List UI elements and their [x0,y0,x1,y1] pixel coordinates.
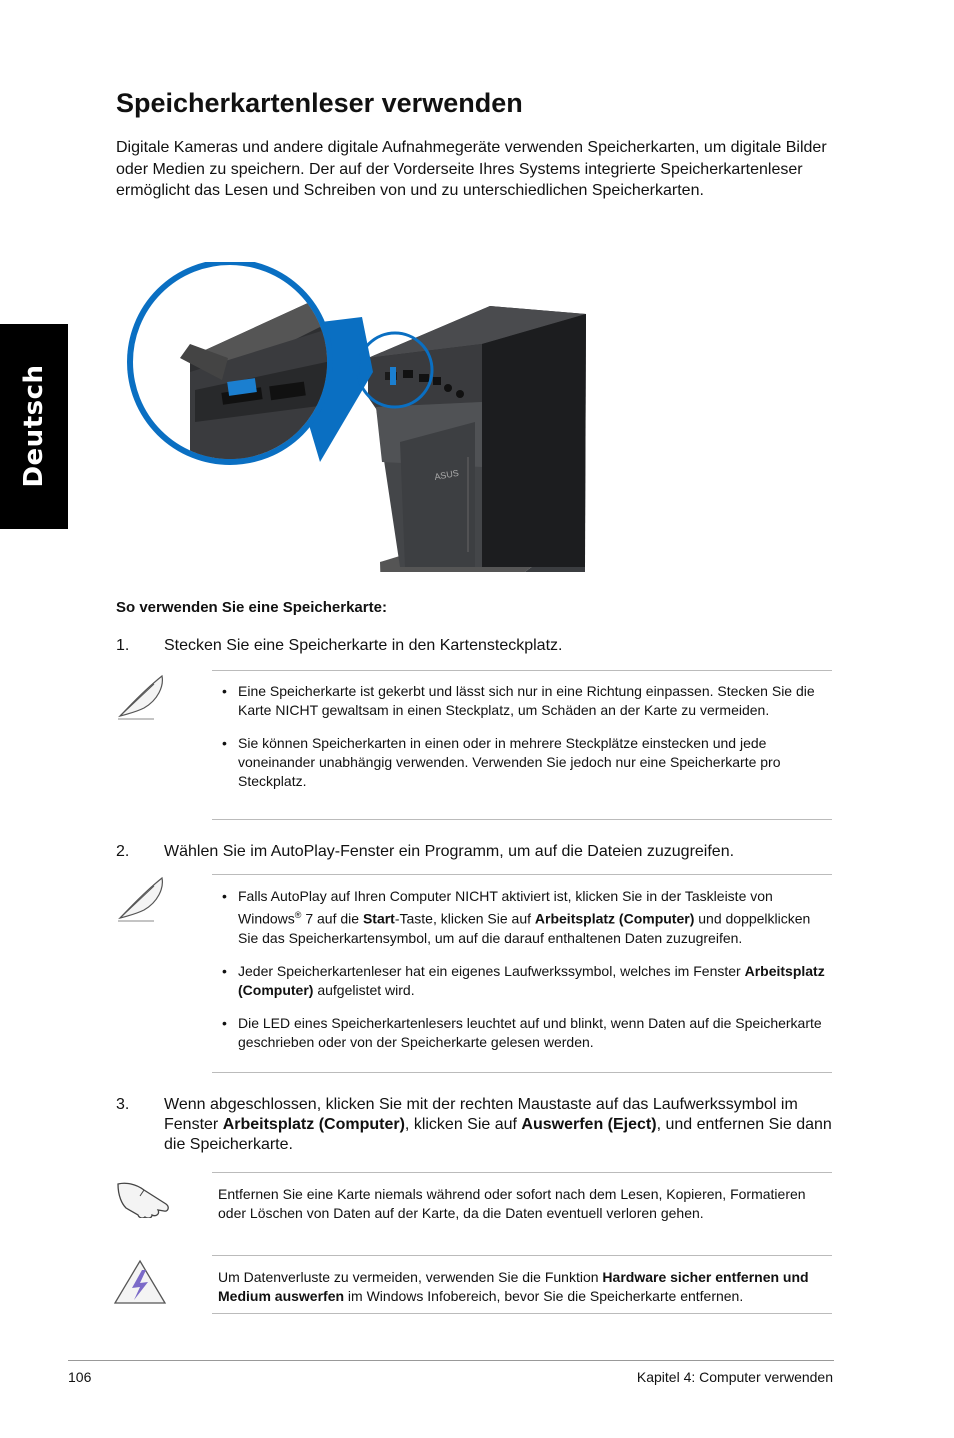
note-2-bottom-rule [212,1072,832,1073]
note-1-bullet: • Sie können Speicherkarten in einen oder in mehrere Steckplätze einstecken und jede voneinander unabhängig verwenden. Verwenden Sie jedoch nur eine Speicherkarte pro Steckplatz. [216,734,828,791]
warning-lightning-icon [112,1258,168,1306]
note-2-bullet: • Jeder Speicherkartenleser hat ein eigenes Laufwerkssymbol, welches im Fenster Arbeitsplatz (Computer) aufgelistet wird. [216,962,828,1000]
note-2 [216,887,828,1052]
caution-bottom-rule [212,1255,832,1256]
caution-top-rule [212,1172,832,1173]
warning-text: Um Datenverluste zu vermeiden, verwenden Sie die Funktion Hardware sicher entfernen und Medium auswerfen im Windows Infobereich, bevor Sie die Speicherkarte entfernen. [218,1269,809,1304]
footer-rule [68,1360,834,1361]
step-number: 3. [116,1096,130,1113]
note-1-bullet: • Eine Speicherkarte ist gekerbt und lässt sich nur in eine Richtung einpassen. Stecken Sie die Karte NICHT gewaltsam in einen Steckplatz, um Schäden an der Karte zu vermeiden. [216,682,828,720]
caution-note [216,1185,828,1223]
tower-figure [110,262,610,572]
feather-note-icon [114,672,170,722]
caution-text: Entfernen Sie eine Karte niemals während oder sofort nach dem Lesen, Kopieren, Formatieren oder Löschen von Daten auf der Karte, da die Daten eventuell verloren gehen. [218,1186,806,1221]
instructions-heading: So verwenden Sie eine Speicherkarte: [116,599,387,616]
note-1-bottom-rule [212,819,832,820]
side-language-tab [0,324,68,529]
warning-bottom-rule [212,1313,832,1314]
caution-hand-icon [114,1174,174,1218]
step-number: 1. [116,637,130,654]
feather-note-icon [114,874,170,924]
step-text: Wenn abgeschlossen, klicken Sie mit der rechten Maustaste auf das Laufwerkssymbol im Fenster Arbeitsplatz (Computer), klicken Sie auf Auswerfen (Eject), und entfernen Sie dann die Speicherkarte. [164,1096,832,1153]
note-1 [216,682,828,791]
step-number: 2. [116,843,130,860]
step-text: Wählen Sie im AutoPlay-Fenster ein Programm, um auf die Dateien zuzugreifen. [164,843,735,860]
tower-body [368,306,586,572]
note-1-top-rule [212,670,832,671]
warning-note [216,1268,828,1306]
note-2-bullet: • Die LED eines Speicherkartenlesers leuchtet auf und blinkt, wenn Daten auf die Speicherkarte geschrieben oder von der Speicherkarte gelesen werden. [216,1014,828,1052]
side-tab-label: Deutsch [19,364,49,488]
tower-brand: ASUS [433,467,460,482]
intro-paragraph: Digitale Kameras und andere digitale Aufnahmegeräte verwenden Speicherkarten, um digitale Bilder oder Medien zu speichern. Der auf der Vorderseite Ihres Systems integrierte Speicherkartenleser ermöglicht das Lesen und Schreiben von und zu unterschiedlichen Speicherkarten. [116,139,827,199]
note-2-top-rule [212,874,832,875]
page-number: 106 [68,1369,92,1385]
page-title: Speicherkartenleser verwenden [116,88,523,118]
step-text: Stecken Sie eine Speicherkarte in den Kartensteckplatz. [164,637,563,654]
chapter-title: Kapitel 4: Computer verwenden [636,1369,833,1385]
note-2-bullet: • Falls AutoPlay auf Ihren Computer NICHT aktiviert ist, klicken Sie in der Taskleiste von Windows® 7 auf die Start-Taste, klicken Sie auf Arbeitsplatz (Computer) und doppelklicken Sie das Speicherkartensymbol, um auf die darauf enthaltenen Daten zuzugreifen. [216,887,828,948]
